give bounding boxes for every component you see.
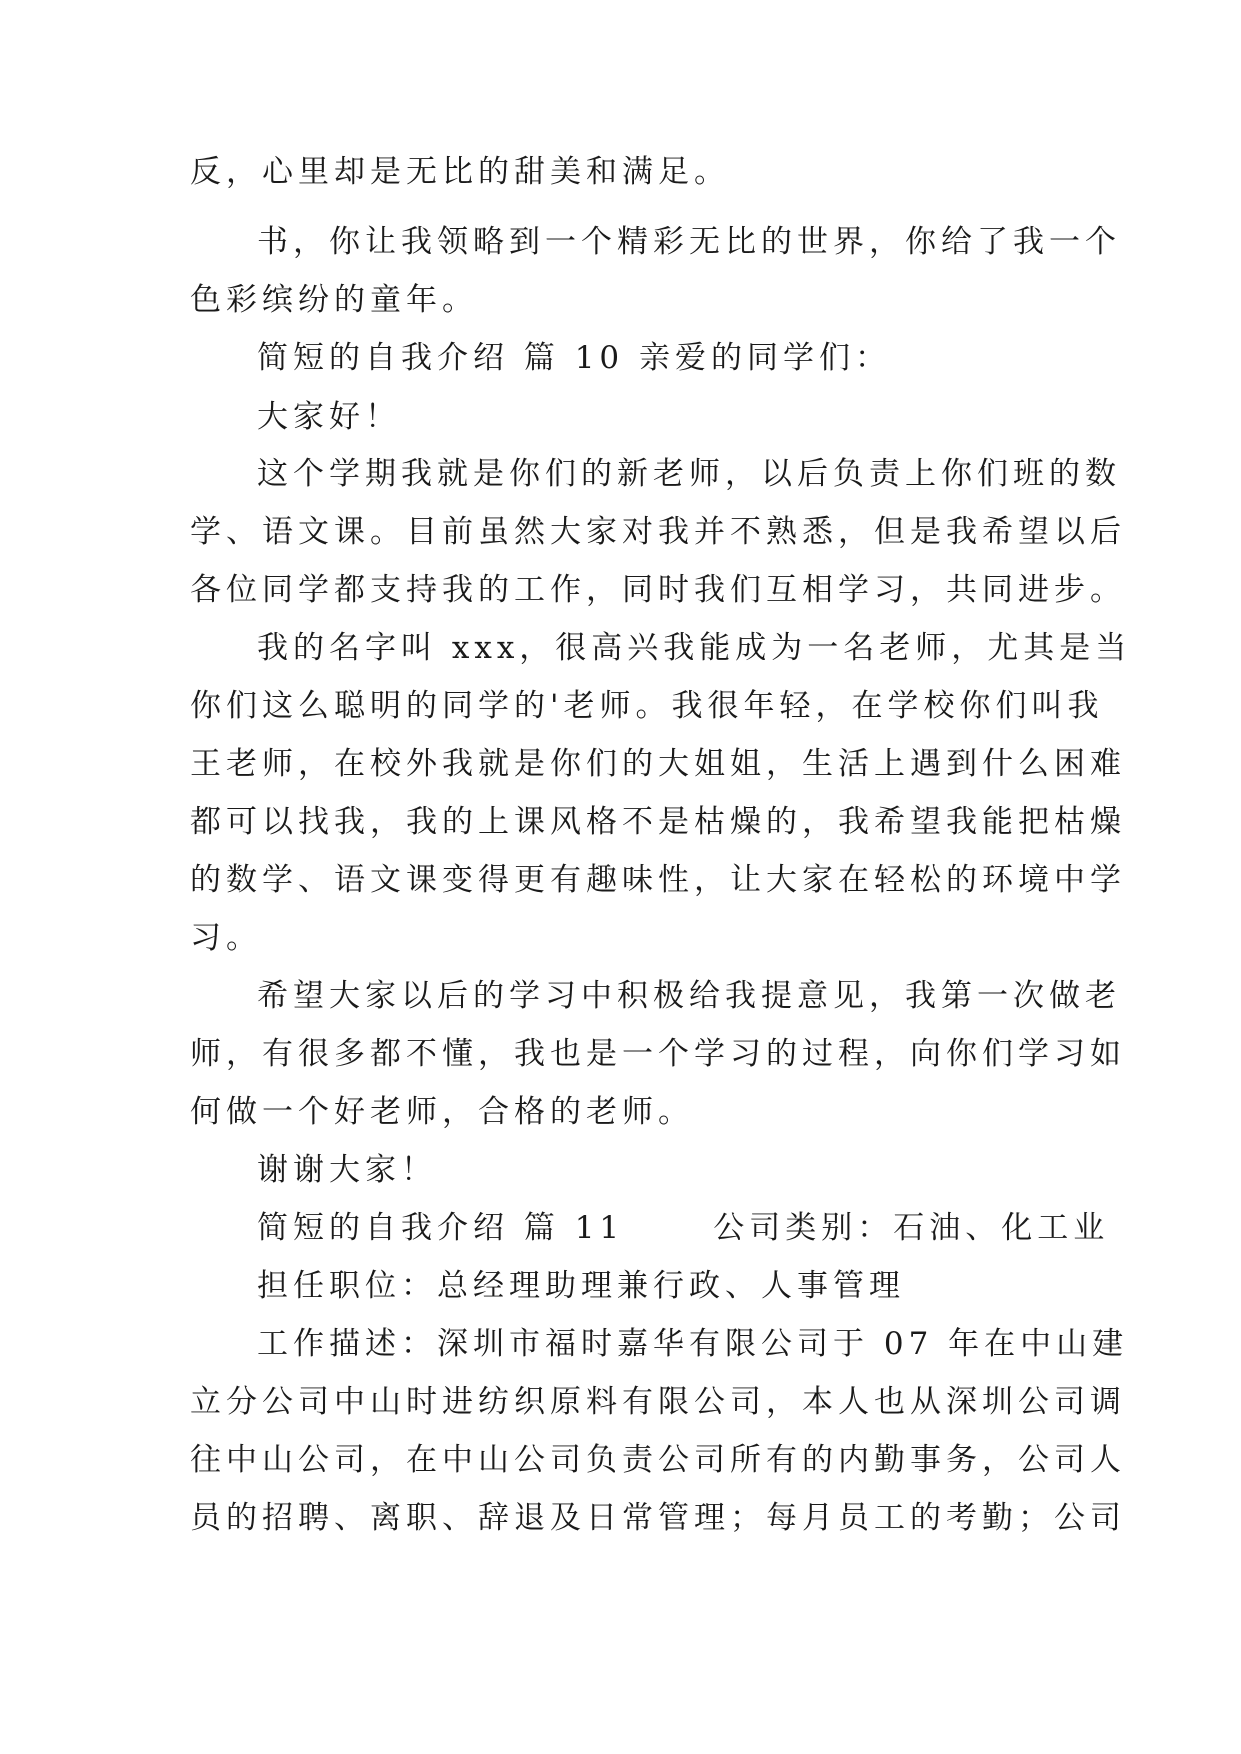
text-line: 工作描述：深圳市福时嘉华有限公司于 07 年在中山建 bbox=[257, 1326, 1129, 1362]
text-line: 师，有很多都不懂，我也是一个学习的过程，向你们学习如 bbox=[190, 1036, 1126, 1072]
text-line: 立分公司中山时进纺织原料有限公司，本人也从深圳公司调 bbox=[190, 1384, 1126, 1420]
text-line: 王老师，在校外我就是你们的大姐姐，生活上遇到什么困难 bbox=[190, 746, 1126, 782]
text-line: 担任职位：总经理助理兼行政、人事管理 bbox=[257, 1268, 905, 1304]
section-heading: 简短的自我介绍 篇 10 亲爱的同学们： bbox=[257, 340, 892, 376]
text-line: 往中山公司，在中山公司负责公司所有的内勤事务，公司人 bbox=[190, 1442, 1126, 1478]
text-line: 员的招聘、离职、辞退及日常管理；每月员工的考勤；公司 bbox=[190, 1500, 1126, 1536]
text-line: 你们这么聪明的同学的'老师。我很年轻，在学校你们叫我 bbox=[190, 688, 1104, 724]
text-line: 学、语文课。目前虽然大家对我并不熟悉，但是我希望以后 bbox=[190, 514, 1126, 550]
text-line: 大家好！ bbox=[257, 399, 401, 435]
text-line: 谢谢大家！ bbox=[257, 1152, 437, 1188]
text-line: 的数学、语文课变得更有趣味性，让大家在轻松的环境中学 bbox=[190, 862, 1126, 898]
text-line: 各位同学都支持我的工作，同时我们互相学习，共同进步。 bbox=[190, 572, 1126, 608]
text-line: 书，你让我领略到一个精彩无比的世界，你给了我一个 bbox=[257, 224, 1121, 260]
text-line: 何做一个好老师，合格的老师。 bbox=[190, 1094, 694, 1130]
text-line: 都可以找我，我的上课风格不是枯燥的，我希望我能把枯燥 bbox=[190, 804, 1126, 840]
text-line: 这个学期我就是你们的新老师，以后负责上你们班的数 bbox=[257, 456, 1121, 492]
section-heading: 简短的自我介绍 篇 11 公司类别：石油、化工业 bbox=[257, 1210, 1110, 1246]
text-line: 反，心里却是无比的甜美和满足。 bbox=[190, 154, 730, 190]
text-line: 色彩缤纷的童年。 bbox=[190, 282, 478, 318]
text-line: 我的名字叫 xxx，很高兴我能成为一名老师，尤其是当 bbox=[257, 630, 1132, 666]
text-line: 习。 bbox=[190, 920, 262, 956]
text-line: 希望大家以后的学习中积极给我提意见，我第一次做老 bbox=[257, 978, 1121, 1014]
